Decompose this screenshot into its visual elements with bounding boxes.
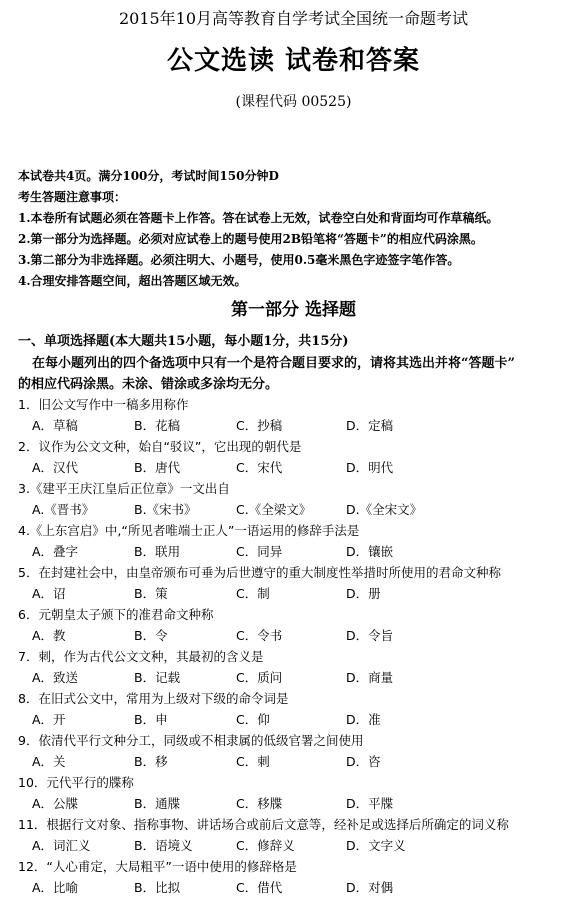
question-options xyxy=(18,751,584,772)
question-item xyxy=(18,688,584,730)
exam-notice xyxy=(18,166,584,292)
option-d[interactable]: D．册 xyxy=(346,586,381,601)
exam-title: 2015年10月高等教育自学考试全国统一命题考试 xyxy=(118,9,469,28)
option-a[interactable]: A．草稿 xyxy=(32,418,79,433)
option-c[interactable]: C．刺 xyxy=(236,754,270,769)
section-header xyxy=(18,331,584,395)
question-stem: 4.《上东宫启》中,“所见者唯端士正人”一语运用的修辞手法是 xyxy=(18,523,360,538)
notice-line: 3.第二部分为非选择题。必须注明大、小题号，使用0.5毫米黑色字迹签字笔作答。 xyxy=(18,253,460,267)
option-d[interactable]: D．令旨 xyxy=(346,628,394,643)
option-d[interactable]: D.《全宋文》 xyxy=(346,502,423,517)
question-item xyxy=(18,478,584,520)
option-b[interactable]: B．花稿 xyxy=(134,418,181,433)
question-options xyxy=(18,709,584,730)
question-item xyxy=(18,730,584,772)
question-stem: 6．元朝皇太子颁下的准君命文种称 xyxy=(18,607,214,622)
question-list xyxy=(18,394,584,898)
question-item xyxy=(18,814,584,856)
option-b[interactable]: B．唐代 xyxy=(134,460,181,475)
option-b[interactable]: B.《宋书》 xyxy=(134,502,197,517)
question-item xyxy=(18,436,584,478)
section-instruction: 的相应代码涂黑。未涂、错涂或多涂均无分。 xyxy=(18,377,279,392)
question-item xyxy=(18,772,584,814)
option-c[interactable]: C.《全梁文》 xyxy=(236,502,312,517)
notice-line: 4.合理安排答题空间，超出答题区域无效。 xyxy=(18,274,247,288)
question-options xyxy=(18,877,584,898)
option-d[interactable]: D．咨 xyxy=(346,754,381,769)
question-options xyxy=(18,415,584,436)
question-stem: 10．元代平行的牒称 xyxy=(18,775,134,790)
option-b[interactable]: B．申 xyxy=(134,712,168,727)
option-c[interactable]: C．同异 xyxy=(236,544,283,559)
option-b[interactable]: B．语境义 xyxy=(134,838,193,853)
notice-line: 考生答题注意事项： xyxy=(18,190,127,204)
option-a[interactable]: A．词汇义 xyxy=(32,838,91,853)
option-a[interactable]: A．教 xyxy=(32,628,66,643)
question-options xyxy=(18,793,584,814)
main-title: 公文选读 试卷和答案 xyxy=(166,46,421,76)
option-b[interactable]: B．记载 xyxy=(134,670,181,685)
option-a[interactable]: A．致送 xyxy=(32,670,79,685)
option-b[interactable]: B．移 xyxy=(134,754,168,769)
question-stem: 3.《建平王庆江皇后正位章》一文出自 xyxy=(18,481,230,496)
section-title: 一、单项选择题(本大题共15小题，每小题1分，共15分) xyxy=(18,334,349,349)
part-title: 第一部分 选择题 xyxy=(231,300,356,320)
question-item xyxy=(18,856,584,898)
option-b[interactable]: B．联用 xyxy=(134,544,181,559)
question-item xyxy=(18,562,584,604)
option-c[interactable]: C．制 xyxy=(236,586,270,601)
notice-line: 1.本卷所有试题必须在答题卡上作答。答在试卷上无效，试卷空白处和背面均可作草稿纸。 xyxy=(18,211,499,225)
option-a[interactable]: A．叠字 xyxy=(32,544,79,559)
question-item xyxy=(18,646,584,688)
option-d[interactable]: D．准 xyxy=(346,712,381,727)
question-stem: 5．在封建社会中，由皇帝颁布可垂为后世遵守的重大制度性举措时所使用的君命文种称 xyxy=(18,565,501,580)
question-stem: 7．刺，作为古代公文文种，其最初的含义是 xyxy=(18,649,264,664)
option-c[interactable]: C．借代 xyxy=(236,880,283,895)
section-instruction: 在每小题列出的四个备选项中只有一个是符合题目要求的，请将其选出并将“答题卡” xyxy=(32,356,515,371)
question-stem: 1．旧公文写作中一稿多用称作 xyxy=(18,397,189,412)
option-d[interactable]: D．商量 xyxy=(346,670,394,685)
notice-line: 2.第一部分为选择题。必须对应试卷上的题号使用2B铅笔将“答题卡”的相应代码涂黑。 xyxy=(18,232,483,246)
option-c[interactable]: C．质问 xyxy=(236,670,283,685)
question-item xyxy=(18,520,584,562)
question-stem: 9．依清代平行文种分工，同级或不相隶属的低级官署之间使用 xyxy=(18,733,364,748)
question-options xyxy=(18,625,584,646)
question-stem: 12．“人心甫定，大局粗平”一语中使用的修辞格是 xyxy=(18,859,297,874)
option-d[interactable]: D．文字义 xyxy=(346,838,406,853)
option-a[interactable]: A.《晋书》 xyxy=(32,502,95,517)
option-b[interactable]: B．比拟 xyxy=(134,880,181,895)
option-c[interactable]: C．令书 xyxy=(236,628,283,643)
option-a[interactable]: A．汉代 xyxy=(32,460,79,475)
question-options xyxy=(18,541,584,562)
option-a[interactable]: A．诏 xyxy=(32,586,66,601)
question-stem: 11．根据行文对象、指称事物、讲话场合或前后文意等，经补足或选择后所确定的词义称 xyxy=(18,817,509,832)
question-item xyxy=(18,394,584,436)
question-stem: 8．在旧式公文中，常用为上级对下级的命令词是 xyxy=(18,691,289,706)
option-a[interactable]: A．比喻 xyxy=(32,880,79,895)
notice-line: 本试卷共4页。满分100分，考试时间150分钟D xyxy=(18,169,279,183)
option-d[interactable]: D．平牒 xyxy=(346,796,394,811)
option-c[interactable]: C．宋代 xyxy=(236,460,283,475)
option-d[interactable]: D．镶嵌 xyxy=(346,544,394,559)
option-d[interactable]: D．定稿 xyxy=(346,418,394,433)
question-options xyxy=(18,499,584,520)
option-a[interactable]: A．关 xyxy=(32,754,66,769)
question-options xyxy=(18,835,584,856)
option-a[interactable]: A．公牒 xyxy=(32,796,79,811)
option-c[interactable]: C．抄稿 xyxy=(236,418,283,433)
question-item xyxy=(18,604,584,646)
question-options xyxy=(18,457,584,478)
option-c[interactable]: C．仰 xyxy=(236,712,270,727)
option-a[interactable]: A．开 xyxy=(32,712,66,727)
option-b[interactable]: B．策 xyxy=(134,586,168,601)
question-options xyxy=(18,667,584,688)
option-d[interactable]: D．对偶 xyxy=(346,880,394,895)
course-code: (课程代码 00525) xyxy=(235,94,352,110)
option-b[interactable]: B．令 xyxy=(134,628,168,643)
option-c[interactable]: C．移牒 xyxy=(236,796,283,811)
option-c[interactable]: C．修辞义 xyxy=(236,838,295,853)
option-d[interactable]: D．明代 xyxy=(346,460,394,475)
question-options xyxy=(18,583,584,604)
option-b[interactable]: B．通牒 xyxy=(134,796,181,811)
question-stem: 2．议作为公文文种，始自“驳议”，它出现的朝代是 xyxy=(18,439,302,454)
